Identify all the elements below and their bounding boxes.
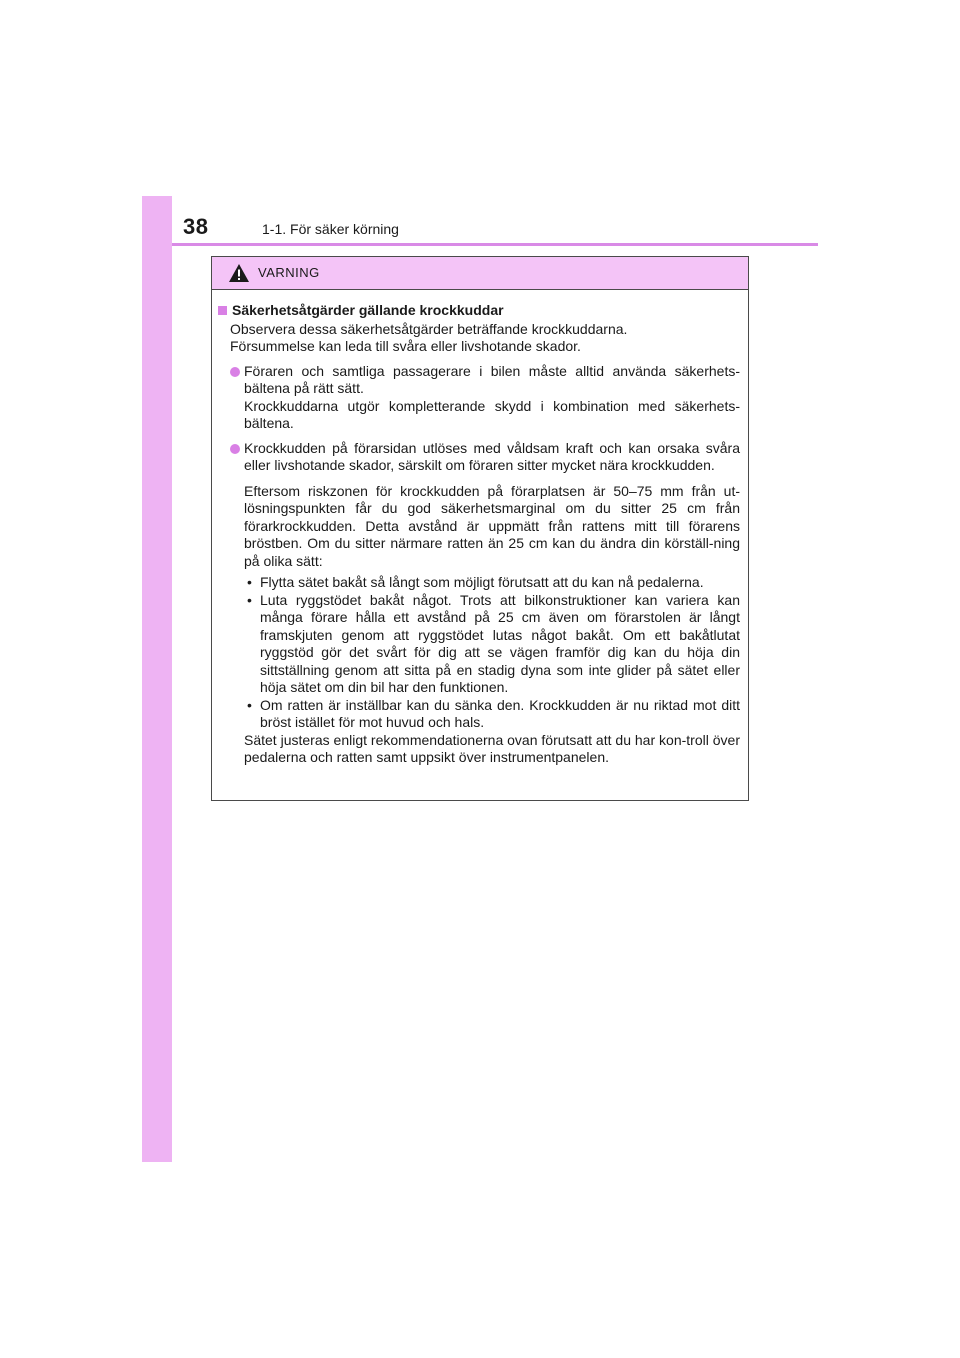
header-divider bbox=[172, 243, 818, 246]
bullet-paragraph: Krockkuddarna utgör kompletterande skydd i kombination med säkerhets-bältena. bbox=[244, 397, 740, 431]
warning-header bbox=[212, 257, 748, 290]
sub-list-item: • Om ratten är inställbar kan du sänka den. Krockkudden är nu riktad mot ditt bröst istället för mot huvud och hals. bbox=[244, 697, 740, 732]
warning-body bbox=[212, 290, 748, 767]
sub-list-item: • Flytta sätet bakåt så långt som möjligt förutsatt att du kan nå pedalerna. bbox=[244, 574, 740, 592]
square-bullet-icon bbox=[218, 306, 227, 315]
sub-list-item: • Luta ryggstödet bakåt något. Trots att bilkonstruktioner kan variera kan många förare hålla ett avstånd på 25 cm även om förarstolen är långt framskjuten genom att ryggstödet lutas något bakåt. Om ett bakåtlutat ryggstöd gör det svårt för dig att se vägen framför dig kan du höja din sittställning genom att sitta på en stadig dyna som inte glider på sätet eller höja sätet om din bil har den funktionen. bbox=[244, 592, 740, 697]
warning-heading-row bbox=[218, 302, 740, 320]
closing-paragraph: Sätet justeras enligt rekommendationerna ovan förutsatt att du har kon-troll över pedalerna och ratten samt uppsikt över instrumentpanelen. bbox=[244, 731, 740, 765]
section-title: 1-1. För säker körning bbox=[262, 221, 399, 237]
round-bullet-icon bbox=[230, 444, 240, 454]
bullet-paragraph: Föraren och samtliga passagerare i bilen måste alltid använda säkerhets-bältena på rätt sätt. bbox=[244, 362, 740, 396]
warning-label: VARNING bbox=[258, 265, 320, 280]
intro-line: Observera dessa säkerhetsåtgärder beträffande krockkuddarna. bbox=[230, 320, 628, 337]
bullet-item bbox=[218, 363, 740, 433]
warning-heading: Säkerhetsåtgärder gällande krockkuddar bbox=[232, 302, 504, 318]
bullet-paragraph: Krockkudden på förarsidan utlöses med våldsam kraft och kan orsaka svåra eller livshotande skador, särskilt om föraren sitter mycket nära krockkudden. bbox=[244, 439, 740, 473]
warning-box bbox=[211, 256, 749, 801]
sub-list bbox=[244, 574, 740, 732]
round-bullet-icon bbox=[230, 367, 240, 377]
intro-line: Försummelse kan leda till svåra eller livshotande skador. bbox=[230, 338, 581, 354]
side-accent-strip bbox=[142, 196, 172, 1162]
bullet-item bbox=[218, 440, 740, 767]
warning-intro bbox=[218, 321, 740, 356]
page-number: 38 bbox=[183, 214, 209, 239]
bullet-paragraph: Eftersom riskzonen för krockkudden på förarplatsen är 50–75 mm från ut-lösningspunkten får du god säkerhetsmarginal om du sitter 25 cm från förarkrockkudden. Detta avstånd är uppmätt från rattens mitt till förarens bröstben. Om du sitter närmare ratten än 25 cm kan du ändra din körställ-ning på olika sätt: bbox=[244, 482, 740, 569]
warning-triangle-icon bbox=[228, 263, 250, 283]
